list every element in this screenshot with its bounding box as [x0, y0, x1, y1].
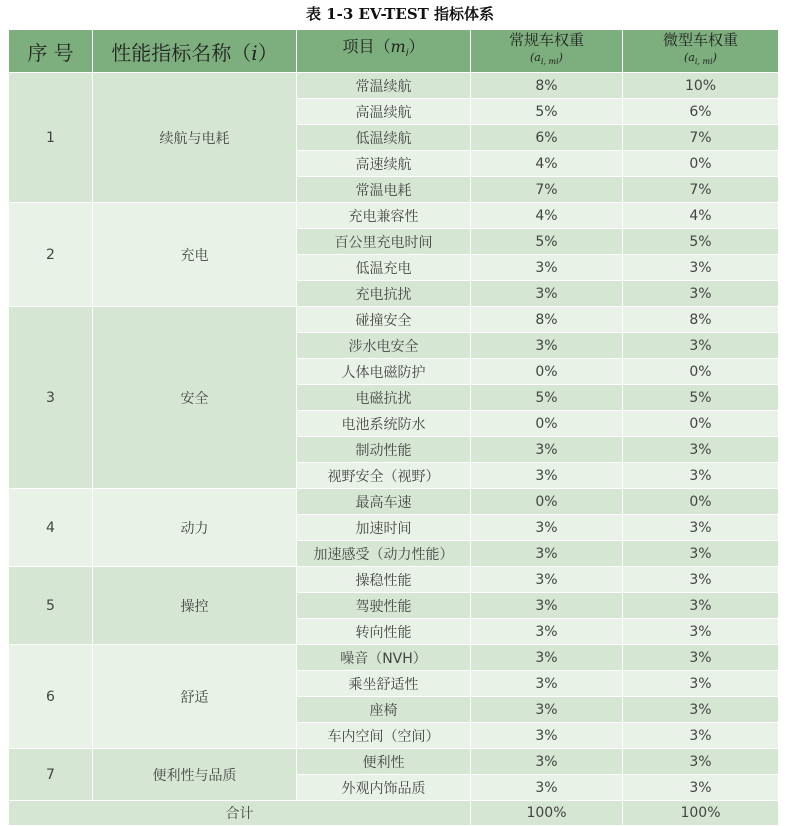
micro-weight-cell: 8%: [623, 307, 779, 333]
micro-weight-cell: 7%: [623, 177, 779, 203]
regular-weight-cell: 4%: [471, 151, 623, 177]
item-name-cell: 常温电耗: [297, 177, 471, 203]
micro-weight-cell: 0%: [623, 489, 779, 515]
micro-weight-cell: 3%: [623, 723, 779, 749]
regular-weight-cell: 3%: [471, 645, 623, 671]
item-name-cell: 加速时间: [297, 515, 471, 541]
header-micro-weight: 微型车权重 $(a_{i, mi})$: [623, 30, 779, 73]
micro-weight-cell: 3%: [623, 645, 779, 671]
item-name-cell: 加速感受（动力性能）: [297, 541, 471, 567]
group-seq-cell: 7: [9, 749, 93, 801]
regular-weight-cell: 3%: [471, 281, 623, 307]
group-name-cell: 便利性与品质: [93, 749, 297, 801]
item-name-cell: 人体电磁防护: [297, 359, 471, 385]
regular-weight-cell: 7%: [471, 177, 623, 203]
group-seq-cell: 4: [9, 489, 93, 567]
item-name-cell: 碰撞安全: [297, 307, 471, 333]
group-seq-cell: 1: [9, 73, 93, 203]
group-name-cell: 安全: [93, 307, 297, 489]
micro-weight-cell: 0%: [623, 151, 779, 177]
item-name-cell: 百公里充电时间: [297, 229, 471, 255]
regular-weight-cell: 3%: [471, 567, 623, 593]
ev-test-index-table: [8, 29, 779, 826]
regular-weight-cell: 3%: [471, 723, 623, 749]
regular-weight-cell: 3%: [471, 463, 623, 489]
micro-weight-cell: 3%: [623, 463, 779, 489]
item-name-cell: 高速续航: [297, 151, 471, 177]
regular-weight-cell: 5%: [471, 99, 623, 125]
micro-weight-cell: 3%: [623, 749, 779, 775]
regular-weight-cell: 8%: [471, 307, 623, 333]
table-row: [9, 203, 779, 229]
regular-weight-cell: 3%: [471, 437, 623, 463]
total-row: [9, 801, 779, 826]
regular-weight-cell: 4%: [471, 203, 623, 229]
regular-weight-cell: 3%: [471, 775, 623, 801]
item-name-cell: 操稳性能: [297, 567, 471, 593]
micro-weight-cell: 0%: [623, 411, 779, 437]
group-name-cell: 充电: [93, 203, 297, 307]
group-name-cell: 舒适: [93, 645, 297, 749]
table-row: [9, 749, 779, 775]
header-seq: 序 号: [9, 30, 93, 73]
regular-weight-cell: 3%: [471, 541, 623, 567]
item-name-cell: 驾驶性能: [297, 593, 471, 619]
micro-weight-cell: 5%: [623, 229, 779, 255]
micro-weight-cell: 3%: [623, 593, 779, 619]
micro-weight-cell: 3%: [623, 671, 779, 697]
table-row: [9, 645, 779, 671]
item-name-cell: 充电兼容性: [297, 203, 471, 229]
item-name-cell: 电磁抗扰: [297, 385, 471, 411]
item-name-cell: 高温续航: [297, 99, 471, 125]
total-micro-cell: 100%: [623, 801, 779, 826]
item-name-cell: 常温续航: [297, 73, 471, 99]
micro-weight-cell: 3%: [623, 281, 779, 307]
header-item: 项目$(m_i)$: [297, 30, 471, 73]
micro-weight-cell: 3%: [623, 541, 779, 567]
regular-weight-cell: 5%: [471, 385, 623, 411]
item-name-cell: 低温充电: [297, 255, 471, 281]
item-name-cell: 低温续航: [297, 125, 471, 151]
table-body: [9, 73, 779, 826]
item-name-cell: 充电抗扰: [297, 281, 471, 307]
group-seq-cell: 3: [9, 307, 93, 489]
group-seq-cell: 2: [9, 203, 93, 307]
item-name-cell: 视野安全（视野）: [297, 463, 471, 489]
regular-weight-cell: 3%: [471, 697, 623, 723]
regular-weight-cell: 3%: [471, 619, 623, 645]
item-name-cell: 外观内饰品质: [297, 775, 471, 801]
item-name-cell: 座椅: [297, 697, 471, 723]
regular-weight-cell: 8%: [471, 73, 623, 99]
item-name-cell: 乘坐舒适性: [297, 671, 471, 697]
group-name-cell: 动力: [93, 489, 297, 567]
header-indicator-name: 性能指标名称（i）: [93, 30, 297, 73]
table-row: [9, 307, 779, 333]
table-caption: 表 1-3 EV-TEST 指标体系: [305, 5, 495, 23]
micro-weight-cell: 10%: [623, 73, 779, 99]
micro-weight-cell: 3%: [623, 333, 779, 359]
item-name-cell: 噪音（NVH）: [297, 645, 471, 671]
micro-weight-cell: 4%: [623, 203, 779, 229]
regular-weight-cell: 3%: [471, 593, 623, 619]
group-seq-cell: 6: [9, 645, 93, 749]
item-name-cell: 车内空间（空间）: [297, 723, 471, 749]
regular-weight-cell: 3%: [471, 671, 623, 697]
regular-weight-cell: 6%: [471, 125, 623, 151]
micro-weight-cell: 7%: [623, 125, 779, 151]
total-label-cell: 合计: [9, 801, 471, 826]
micro-weight-cell: 3%: [623, 515, 779, 541]
table-header-row: [9, 30, 779, 73]
regular-weight-cell: 5%: [471, 229, 623, 255]
regular-weight-cell: 0%: [471, 489, 623, 515]
regular-weight-cell: 0%: [471, 411, 623, 437]
header-regular-weight: 常规车权重 $(a_{i, mi})$: [471, 30, 623, 73]
regular-weight-cell: 0%: [471, 359, 623, 385]
item-name-cell: 便利性: [297, 749, 471, 775]
micro-weight-cell: 3%: [623, 775, 779, 801]
group-name-cell: 续航与电耗: [93, 73, 297, 203]
group-seq-cell: 5: [9, 567, 93, 645]
micro-weight-cell: 5%: [623, 385, 779, 411]
total-regular-cell: 100%: [471, 801, 623, 826]
regular-weight-cell: 3%: [471, 749, 623, 775]
micro-weight-cell: 0%: [623, 359, 779, 385]
table-row: [9, 567, 779, 593]
item-name-cell: 电池系统防水: [297, 411, 471, 437]
micro-weight-cell: 3%: [623, 437, 779, 463]
micro-weight-cell: 3%: [623, 697, 779, 723]
item-name-cell: 制动性能: [297, 437, 471, 463]
micro-weight-cell: 3%: [623, 619, 779, 645]
micro-weight-cell: 3%: [623, 255, 779, 281]
item-name-cell: 最高车速: [297, 489, 471, 515]
regular-weight-cell: 3%: [471, 255, 623, 281]
regular-weight-cell: 3%: [471, 333, 623, 359]
item-name-cell: 涉水电安全: [297, 333, 471, 359]
group-name-cell: 操控: [93, 567, 297, 645]
micro-weight-cell: 6%: [623, 99, 779, 125]
item-name-cell: 转向性能: [297, 619, 471, 645]
table-row: [9, 489, 779, 515]
table-row: [9, 73, 779, 99]
regular-weight-cell: 3%: [471, 515, 623, 541]
micro-weight-cell: 3%: [623, 567, 779, 593]
